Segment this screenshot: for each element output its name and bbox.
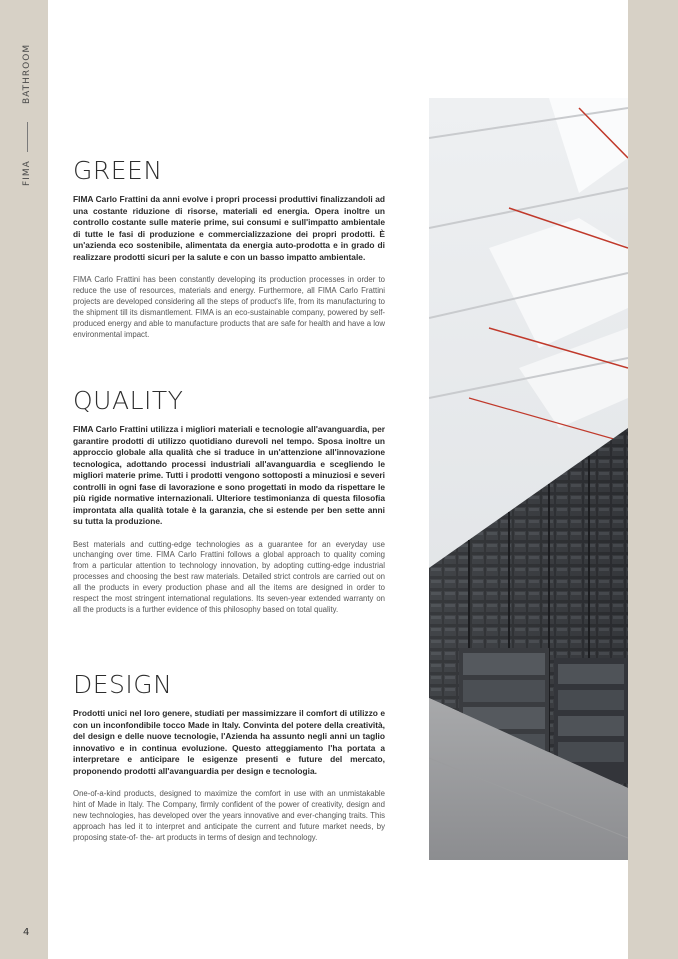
quality-section [73, 385, 385, 616]
design-italian-text: Prodotti unici nel loro genere, studiati per massimizzare il comfort di utilizzo e con un inconfondibile tocco Made in Italy. Convinta del potere della creatività, del design e delle nuove tecnologie, l'Azienda ha assunto negli anni un taglio innovativo e in continua evoluzione. Questo atteggiamento l'ha portata a interpretare e anticipare le esigenze presenti e future del mercato, proponendo prodotti all'avanguardia per design e tecnologia. [73, 708, 385, 776]
section-label: BATHROOM [22, 43, 32, 104]
left-sidebar-strip [0, 0, 48, 959]
design-english-text: One-of-a-kind products, designed to maximize the comfort in use with an unmistakable hint of Made in Italy. The Company, firmly confident of the power of creativity, design and new technologies, has developed over the years innovative and ever-changing traits. This approach has led it to interpret and anticipate the current and future market needs, by proposing state-of- the- art products in terms of design and technology. [73, 789, 385, 842]
right-sidebar-strip [628, 0, 678, 959]
page-number: 4 [23, 927, 30, 938]
brand-label: FIMA [22, 160, 32, 186]
green-english-text: FIMA Carlo Frattini has been constantly developing its production processes in order to reduce the use of resources, materials and energy. Furthermore, all FIMA Carlo Frattini projects are developed considering all the steps of product's life, from its manufacturing to the shipment till its dismantlement. FIMA is an eco-sustainable company, powered by self-produced energy and able to manufacture products that are safe for health and have a low environmental impact. [73, 275, 385, 339]
quality-english-text: Best materials and cutting-edge technologies as a guarantee for an everyday use unchanging over time. FIMA Carlo Frattini follows a global approach to quality coming from a particular attention to technology innovation, by adopting cutting-edge industrial processes and choosing the best raw materials. Detailed strict controls are carried out on all the products in every production phase and all the items are designed in order to respect the most stringent international regulations. Its seven-year extended warranty on all the products is a further evidence of this philosophy based on total quality. [73, 539, 385, 614]
quality-italian-text: FIMA Carlo Frattini utilizza i migliori materiali e tecnologie all'avanguardia, per garantire prodotti di utilizzo quotidiano durevoli nel tempo. Sposa inoltre un approccio globale alla qualità che si traduce in un'attenzione all'innovazione tecnologica, adottando processi industriali all'avanguardia e scegliendo le migliori materie prime. Tutti i prodotti vengono sottoposti a minuziosi e severi controlli in ogni fase di lavorazione e sono progettati in modo da rispettare le più rigide normative internazionali. Ulteriore testimonianza di questa filosofia improntata alla qualità totale è la garanzia, che si estende per ben sette anni su tutta la produzione. [73, 424, 385, 526]
design-heading: DESIGN [73, 670, 173, 699]
warehouse-photo [429, 98, 628, 860]
green-section [73, 155, 385, 340]
design-section [73, 669, 385, 844]
green-heading: GREEN [73, 156, 163, 185]
green-italian-text: FIMA Carlo Frattini da anni evolve i propri processi produttivi finalizzandoli ad una costante riduzione di risorse, materiali ed energia. Opera inoltre un controllo costante sulle materie prime, sui consumi e sull'impatto ambientale di tutte le fasi di produzione e commercializzazione dei propri prodotti. È un'azienda eco sostenibile, alimentata da energia auto-prodotta e in grado di realizzare prodotti sicuri per la salute e con un basso impatto ambientale. [73, 194, 385, 262]
sidebar-divider [27, 122, 28, 152]
quality-heading: QUALITY [73, 386, 184, 415]
